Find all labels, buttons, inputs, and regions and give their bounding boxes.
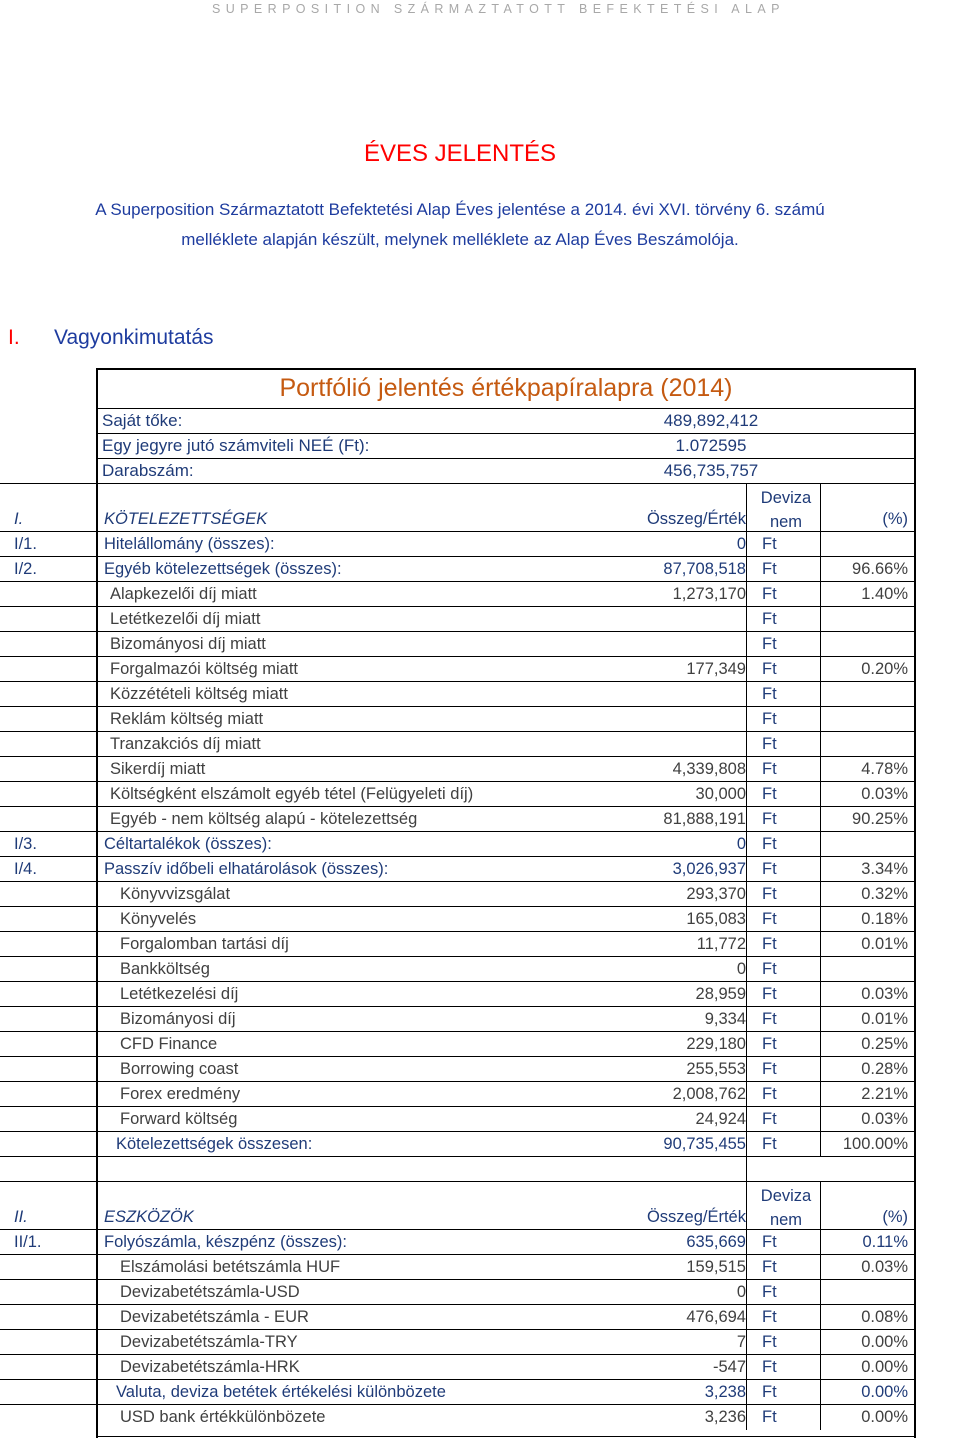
table-bottom-border [96, 1436, 916, 1437]
table-row [0, 531, 916, 556]
row-currency: Ft [762, 860, 777, 878]
row-amount: 7 [736, 1333, 746, 1351]
table-row [0, 981, 916, 1006]
column-divider [820, 707, 821, 732]
table-row [0, 731, 916, 756]
column-divider [746, 932, 747, 957]
row-amount: 229,180 [686, 1035, 746, 1053]
row-currency: Ft [762, 1308, 777, 1326]
row-currency: Ft [762, 610, 777, 628]
column-divider [96, 707, 97, 732]
column-divider [820, 1230, 821, 1255]
column-divider [820, 682, 821, 707]
column-divider [746, 1230, 747, 1255]
column-divider [820, 582, 821, 607]
column-divider [96, 782, 97, 807]
table-row [0, 606, 916, 631]
row-name: Sikerdíj miatt [110, 760, 206, 778]
row-name: ESZKÖZÖK [104, 1208, 194, 1226]
row-currency: Ft [762, 1408, 777, 1426]
row-amount: 0 [736, 535, 746, 553]
column-divider [746, 1305, 747, 1330]
row-currency: Ft [762, 585, 777, 603]
row-amount: 0 [736, 835, 746, 853]
row-currency: Ft [762, 935, 777, 953]
column-divider [820, 557, 821, 582]
row-percent: 0.00% [861, 1358, 908, 1376]
table-row [0, 681, 916, 706]
row-currency: Ft [762, 535, 777, 553]
row-name: Letétkezelői díj miatt [110, 610, 261, 628]
column-divider [96, 907, 97, 932]
column-divider [96, 1107, 97, 1132]
column-divider [96, 807, 97, 832]
table-row [0, 581, 916, 606]
row-percent: 0.18% [861, 910, 908, 928]
column-divider [96, 632, 97, 657]
column-divider [746, 1355, 747, 1380]
row-currency: Deviza nem [760, 1187, 812, 1229]
section-title: Vagyonkimutatás [54, 326, 214, 349]
column-divider [820, 1057, 821, 1082]
column-divider [820, 932, 821, 957]
row-amount: 90,735,455 [663, 1135, 746, 1153]
table-row [0, 1156, 916, 1181]
row-currency: Ft [762, 1135, 777, 1153]
row-amount: 0 [736, 1283, 746, 1301]
row-percent: 2.21% [861, 1085, 908, 1103]
row-amount: 28,959 [695, 985, 746, 1003]
row-name: Borrowing coast [120, 1060, 239, 1078]
row-percent: 100.00% [842, 1135, 908, 1153]
table-row [0, 1329, 916, 1354]
row-currency: Ft [762, 1010, 777, 1028]
intro-line-2: melléklete alapján készült, melynek melléklete az Alap Éves Beszámolója. [181, 230, 739, 249]
table-row [0, 556, 916, 581]
row-amount: 165,083 [686, 910, 746, 928]
column-divider [746, 882, 747, 907]
row-currency: Ft [762, 735, 777, 753]
row-code: I. [14, 510, 24, 528]
row-currency: Ft [762, 685, 777, 703]
row-name: Devizabetétszámla - EUR [120, 1308, 309, 1326]
column-divider [746, 532, 747, 557]
row-name: Forward költség [120, 1110, 238, 1128]
row-currency: Ft [762, 1035, 777, 1053]
column-divider [96, 1057, 97, 1082]
table-row [0, 1031, 916, 1056]
row-name: Folyószámla, készpénz (összes): [104, 1233, 347, 1251]
row-currency: Ft [762, 960, 777, 978]
column-divider [820, 882, 821, 907]
column-divider [820, 1082, 821, 1107]
row-amount: 0 [736, 960, 746, 978]
column-divider [746, 1032, 747, 1057]
row-name: Forgalmazói költség miatt [110, 660, 298, 678]
column-divider [820, 807, 821, 832]
column-divider [746, 1157, 747, 1182]
row-percent: 0.03% [861, 785, 908, 803]
column-divider [746, 807, 747, 832]
column-divider [746, 707, 747, 732]
column-divider [746, 832, 747, 857]
row-amount: 87,708,518 [663, 560, 746, 578]
row-amount: 3,238 [704, 1383, 746, 1401]
section-number: I. [8, 326, 20, 349]
row-currency: Ft [762, 1258, 777, 1276]
row-percent: 0.00% [861, 1333, 908, 1351]
column-divider [746, 857, 747, 882]
column-divider [746, 1405, 747, 1430]
column-divider [820, 857, 821, 882]
column-divider [820, 1007, 821, 1032]
table-row [0, 1106, 916, 1131]
column-divider [96, 1255, 97, 1280]
column-divider [820, 1107, 821, 1132]
summary-label: Saját tőke: [102, 411, 183, 430]
table-row [0, 1254, 916, 1279]
row-currency: Ft [762, 1060, 777, 1078]
summary-value: 456,735,757 [663, 461, 759, 480]
running-header: SUPERPOSITION SZÁRMAZTATOTT BEFEKTETÉSI ALAP [212, 2, 785, 16]
table-row [0, 1131, 916, 1156]
column-divider [746, 607, 747, 632]
row-amount: 4,339,808 [672, 760, 746, 778]
column-divider [746, 1330, 747, 1355]
row-name: Reklám költség miatt [110, 710, 264, 728]
row-name: Közzétételi költség miatt [110, 685, 288, 703]
column-divider [96, 1132, 97, 1157]
column-divider [96, 1157, 97, 1182]
row-percent: 0.28% [861, 1060, 908, 1078]
column-divider [820, 484, 821, 532]
row-name: Forgalomban tartási díj [120, 935, 289, 953]
row-currency: Ft [762, 660, 777, 678]
column-divider [96, 682, 97, 707]
row-name: Devizabetétszámla-USD [120, 1283, 300, 1301]
row-amount: 635,669 [686, 1233, 746, 1251]
column-divider [746, 1255, 747, 1280]
row-currency: Ft [762, 885, 777, 903]
row-name: Céltartalékok (összes): [104, 835, 272, 853]
row-name: USD bank értékkülönbözete [120, 1408, 326, 1426]
row-amount: 476,694 [686, 1308, 746, 1326]
column-divider [746, 682, 747, 707]
row-currency: Ft [762, 1110, 777, 1128]
column-divider [820, 907, 821, 932]
column-divider [96, 532, 97, 557]
column-divider [820, 1405, 821, 1430]
column-divider [96, 1007, 97, 1032]
column-divider [820, 632, 821, 657]
section-heading [8, 326, 214, 350]
table-row [0, 856, 916, 881]
row-amount: 2,008,762 [672, 1085, 746, 1103]
column-divider [96, 757, 97, 782]
row-currency: Ft [762, 810, 777, 828]
table-row [0, 881, 916, 906]
column-divider [820, 782, 821, 807]
row-name: Költségként elszámolt egyéb tétel (Felügyeleti díj) [110, 785, 474, 803]
portfolio-title: Portfólió jelentés értékpapíralapra (2014) [279, 374, 733, 402]
row-percent: 0.25% [861, 1035, 908, 1053]
row-percent: 3.34% [861, 860, 908, 878]
table-row [0, 1056, 916, 1081]
table-row [0, 906, 916, 931]
table-row [0, 1404, 916, 1429]
column-divider [96, 1032, 97, 1057]
table-row [0, 1379, 916, 1404]
row-percent: 1.40% [861, 585, 908, 603]
column-divider [746, 1082, 747, 1107]
row-name: Bankköltség [120, 960, 210, 978]
row-name: Kötelezettségek összesen: [116, 1135, 313, 1153]
row-code: II. [14, 1208, 28, 1226]
row-code: I/3. [14, 835, 37, 853]
column-divider [820, 1032, 821, 1057]
row-amount: -547 [712, 1358, 746, 1376]
row-currency: Ft [762, 1333, 777, 1351]
row-code: I/1. [14, 535, 37, 553]
row-currency: Ft [762, 710, 777, 728]
column-divider [820, 607, 821, 632]
column-divider [96, 982, 97, 1007]
table-row [0, 1304, 916, 1329]
column-divider [746, 757, 747, 782]
row-amount: 255,553 [686, 1060, 746, 1078]
table-row [0, 631, 916, 656]
table-row [0, 1354, 916, 1379]
summary-value: 489,892,412 [663, 411, 759, 430]
row-code: I/4. [14, 860, 37, 878]
column-divider [746, 982, 747, 1007]
row-percent: 90.25% [852, 810, 908, 828]
column-divider [746, 1280, 747, 1305]
row-name: Forex eredmény [120, 1085, 241, 1103]
row-currency: Ft [762, 635, 777, 653]
column-divider [746, 957, 747, 982]
row-percent: 0.08% [861, 1308, 908, 1326]
row-percent: (%) [882, 510, 908, 528]
table-row [0, 781, 916, 806]
table-row [0, 806, 916, 831]
row-currency: Ft [762, 1358, 777, 1376]
row-name: Bizományosi díj miatt [110, 635, 266, 653]
row-currency: Ft [762, 985, 777, 1003]
row-percent: 0.00% [861, 1383, 908, 1401]
table-row [0, 706, 916, 731]
column-divider [746, 484, 747, 532]
row-currency: Ft [762, 910, 777, 928]
row-amount: 81,888,191 [663, 810, 746, 828]
column-divider [96, 1330, 97, 1355]
summary-row [96, 433, 916, 458]
table-row [0, 1279, 916, 1304]
column-divider [820, 732, 821, 757]
row-name: Bizományosi díj [120, 1010, 236, 1028]
row-currency: Ft [762, 560, 777, 578]
column-divider [96, 1082, 97, 1107]
row-amount: 177,349 [686, 660, 746, 678]
column-divider [746, 632, 747, 657]
row-currency: Ft [762, 1283, 777, 1301]
column-divider [820, 1380, 821, 1405]
row-code: I/2. [14, 560, 37, 578]
column-divider [96, 1380, 97, 1405]
row-name: KÖTELEZETTSÉGEK [104, 510, 268, 528]
column-divider [96, 1280, 97, 1305]
column-divider [820, 1330, 821, 1355]
column-divider [820, 657, 821, 682]
column-divider [820, 1132, 821, 1157]
row-name: Könyvelés [120, 910, 197, 928]
row-name: CFD Finance [120, 1035, 218, 1053]
column-divider [820, 1280, 821, 1305]
column-divider [746, 1057, 747, 1082]
column-divider [96, 582, 97, 607]
column-divider [746, 782, 747, 807]
column-divider [96, 557, 97, 582]
row-amount: 3,026,937 [672, 860, 746, 878]
row-percent: 0.01% [861, 935, 908, 953]
row-percent: 0.32% [861, 885, 908, 903]
column-divider [96, 1182, 97, 1230]
intro-line-1: A Superposition Származtatott Befektetési Alap Éves jelentése a 2014. évi XVI. törvény 6. számú [95, 200, 825, 219]
row-percent: 0.01% [861, 1010, 908, 1028]
row-name: Letétkezelési díj [120, 985, 239, 1003]
table-row [0, 756, 916, 781]
row-currency: Ft [762, 835, 777, 853]
row-currency: Ft [762, 1085, 777, 1103]
column-divider [820, 957, 821, 982]
row-amount: Összeg/Érték [646, 510, 746, 528]
column-divider [746, 582, 747, 607]
row-percent: 0.11% [862, 1233, 908, 1251]
table-row [0, 1229, 916, 1254]
column-divider [820, 1182, 821, 1230]
row-name: Könyvvizsgálat [120, 885, 231, 903]
column-divider [96, 1405, 97, 1430]
row-percent: 0.03% [861, 1110, 908, 1128]
row-percent: 0.03% [861, 1258, 908, 1276]
row-name: Egyéb - nem költség alapú - kötelezettség [110, 810, 418, 828]
table-row [0, 1081, 916, 1106]
row-name: Alapkezelői díj miatt [110, 585, 257, 603]
row-currency: Ft [762, 1383, 777, 1401]
summary-value: 1.072595 [675, 436, 747, 455]
column-divider [820, 532, 821, 557]
column-divider [96, 832, 97, 857]
row-percent: 96.66% [852, 560, 908, 578]
row-amount: 11,772 [696, 935, 746, 953]
row-name: Devizabetétszámla-TRY [120, 1333, 298, 1351]
column-divider [746, 557, 747, 582]
column-divider [96, 857, 97, 882]
row-percent: (%) [882, 1208, 908, 1226]
column-divider [746, 1107, 747, 1132]
row-amount: 9,334 [704, 1010, 746, 1028]
table-row [0, 931, 916, 956]
table-row [0, 1006, 916, 1031]
column-divider [746, 732, 747, 757]
column-divider [820, 757, 821, 782]
row-name: Valuta, deviza betétek értékelési különbözete [116, 1383, 446, 1401]
column-divider [96, 1305, 97, 1330]
row-name: Tranzakciós díj miatt [110, 735, 261, 753]
row-percent: 0.03% [861, 985, 908, 1003]
column-divider [96, 484, 97, 532]
column-divider [96, 657, 97, 682]
row-name: Hitelállomány (összes): [104, 535, 275, 553]
row-percent: 4.78% [861, 760, 908, 778]
column-divider [96, 1355, 97, 1380]
column-divider [96, 607, 97, 632]
column-divider [96, 957, 97, 982]
summary-label: Darabszám: [102, 461, 194, 480]
row-percent: 0.00% [861, 1408, 908, 1426]
column-divider [746, 907, 747, 932]
table-row [0, 656, 916, 681]
column-divider [96, 1230, 97, 1255]
column-divider [96, 882, 97, 907]
section-header-row [0, 1181, 916, 1229]
column-divider [820, 1355, 821, 1380]
section-header-row [0, 483, 916, 531]
row-currency: Deviza nem [760, 489, 812, 531]
column-divider [746, 1182, 747, 1230]
column-divider [96, 732, 97, 757]
table-row [0, 831, 916, 856]
column-divider [820, 982, 821, 1007]
report-title: ÉVES JELENTÉS [363, 140, 557, 167]
column-divider [96, 932, 97, 957]
row-name: Egyéb kötelezettségek (összes): [104, 560, 342, 578]
table-row [0, 956, 916, 981]
row-percent: 0.20% [861, 660, 908, 678]
row-amount: 1,273,170 [672, 585, 746, 603]
column-divider [820, 1305, 821, 1330]
column-divider [746, 1007, 747, 1032]
row-amount: Összeg/Érték [646, 1208, 746, 1226]
row-amount: 293,370 [686, 885, 746, 903]
row-currency: Ft [762, 1233, 777, 1251]
row-code: II/1. [14, 1233, 42, 1251]
summary-row [96, 458, 916, 483]
column-divider [746, 1132, 747, 1157]
summary-row [96, 408, 916, 433]
row-currency: Ft [762, 760, 777, 778]
row-amount: 24,924 [695, 1110, 746, 1128]
row-currency: Ft [762, 785, 777, 803]
column-divider [820, 832, 821, 857]
row-amount: 30,000 [695, 785, 746, 803]
row-name: Elszámolási betétszámla HUF [120, 1258, 341, 1276]
row-name: Devizabetétszámla-HRK [120, 1358, 300, 1376]
column-divider [820, 1255, 821, 1280]
row-amount: 159,515 [686, 1258, 746, 1276]
row-name: Passzív időbeli elhatárolások (összes): [104, 860, 389, 878]
column-divider [746, 1380, 747, 1405]
summary-label: Egy jegyre jutó számviteli NEÉ (Ft): [102, 436, 370, 455]
row-amount: 3,236 [704, 1408, 746, 1426]
column-divider [746, 657, 747, 682]
